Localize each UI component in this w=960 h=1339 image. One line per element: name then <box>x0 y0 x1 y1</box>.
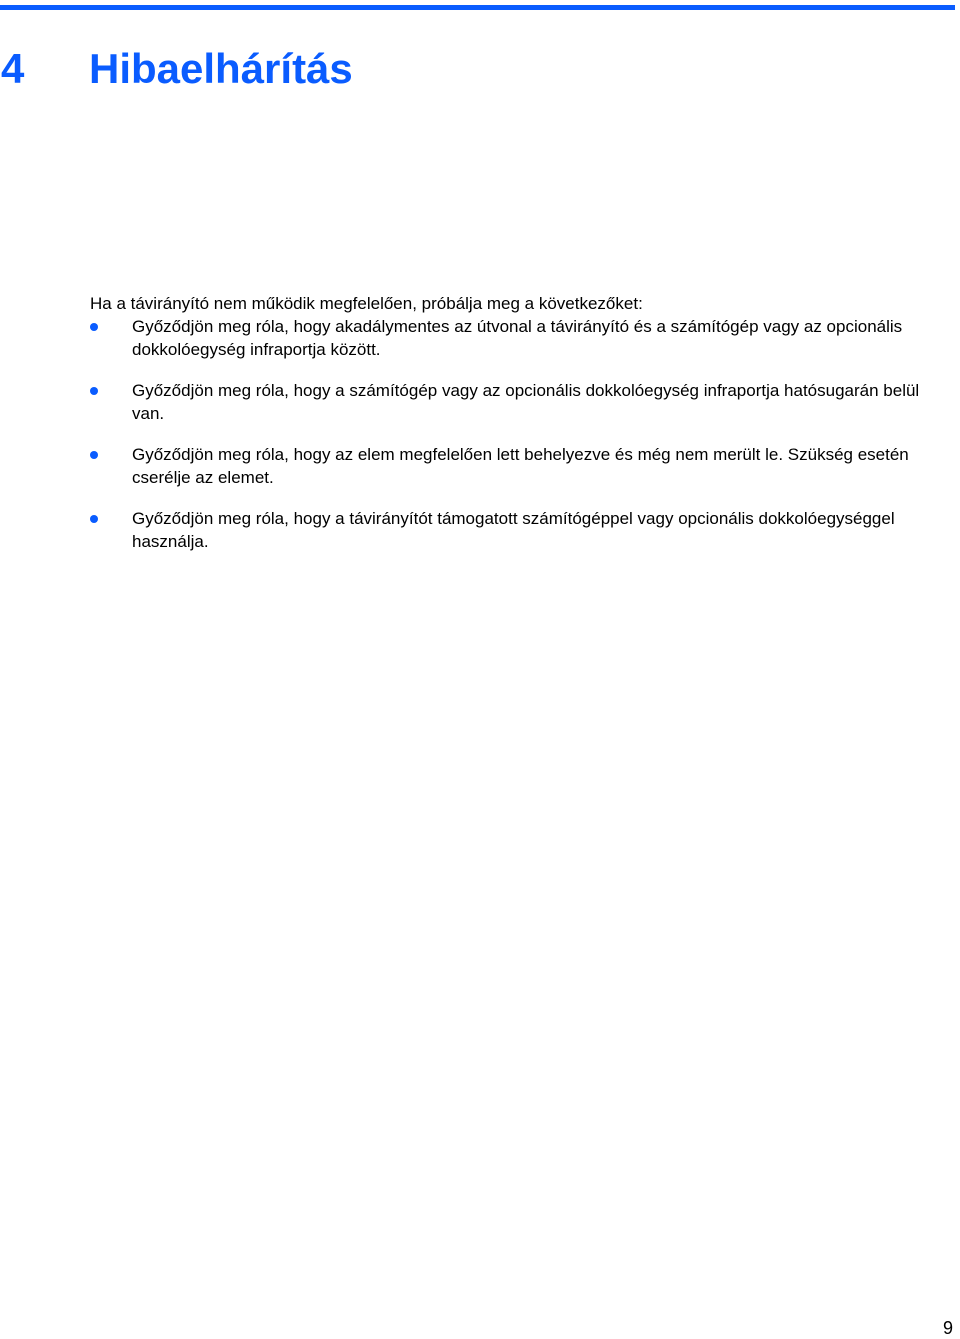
list-item-text: Győződjön meg róla, hogy a számítógép vagy az opcionális dokkolóegység infraportja hatósugarán belül van. <box>132 381 920 423</box>
bullet-icon <box>90 515 98 523</box>
bullet-icon <box>90 323 98 331</box>
chapter-top-rule <box>0 5 955 10</box>
list-item-text: Győződjön meg róla, hogy a távirányítót támogatott számítógéppel vagy opcionális dokkolóegységgel használja. <box>132 509 895 551</box>
chapter-number: 4 <box>1 45 25 93</box>
list-item <box>90 315 956 361</box>
list-item <box>90 443 956 489</box>
list-item-text: Győződjön meg róla, hogy az elem megfelelően lett behelyezve és még nem merült le. Szükség esetén cserélje az elemet. <box>132 445 909 487</box>
page-number: 9 <box>942 1318 953 1338</box>
bullet-icon <box>90 451 98 459</box>
intro-paragraph: Ha a távirányító nem működik megfelelően, próbálja meg a következőket: <box>90 294 643 313</box>
list-item <box>90 379 956 425</box>
troubleshooting-list <box>90 315 956 571</box>
bullet-icon <box>90 387 98 395</box>
chapter-heading <box>0 42 353 96</box>
list-item-text: Győződjön meg róla, hogy akadálymentes az útvonal a távirányító és a számítógép vagy az opcionális dokkolóegység infraportja között. <box>132 317 903 359</box>
list-item <box>90 507 956 553</box>
chapter-title: Hibaelhárítás <box>89 45 353 93</box>
